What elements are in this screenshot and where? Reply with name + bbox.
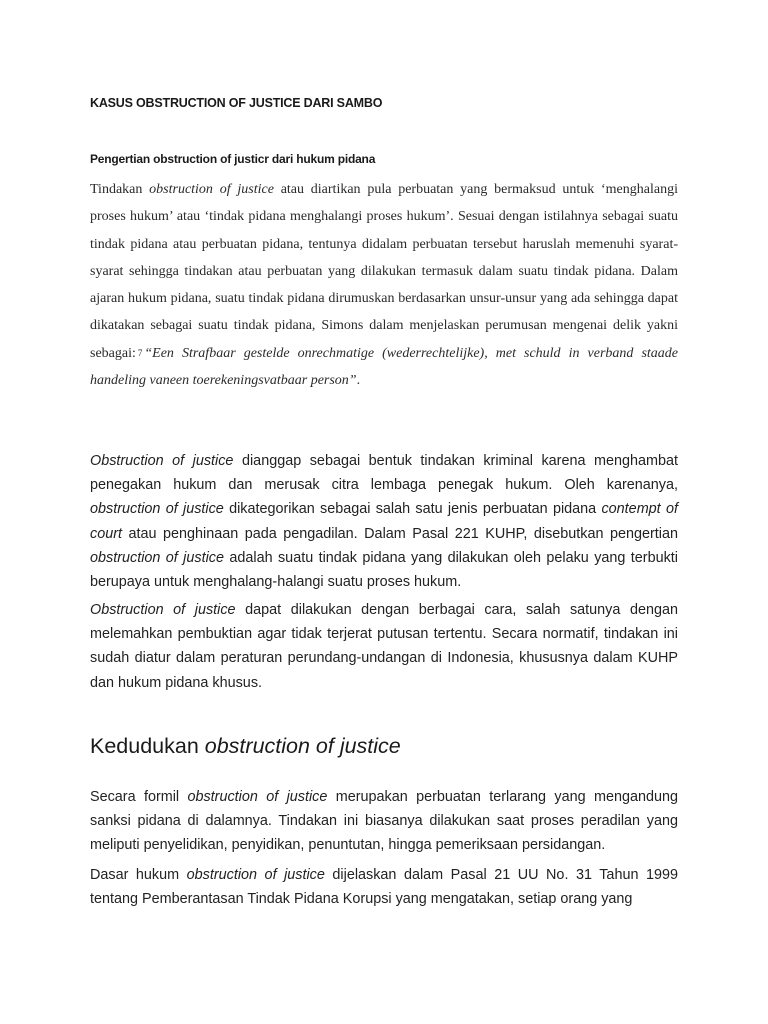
paragraph-formal bbox=[90, 785, 678, 858]
paragraph-text: dikategorikan sebagai salah satu jenis perbuatan pidana bbox=[223, 501, 602, 518]
italic-term: obstruction of justice bbox=[90, 501, 224, 518]
italic-term: contempt of court bbox=[90, 501, 678, 542]
italic-term: Obstruction of justice bbox=[90, 453, 234, 469]
italic-term: obstruction of justice bbox=[149, 182, 274, 197]
heading-italic: obstruction of justice bbox=[204, 734, 401, 758]
italic-term: obstruction of justice bbox=[187, 789, 328, 805]
document-title: KASUS OBSTRUCTION OF JUSTICE DARI SAMBO bbox=[90, 96, 383, 110]
paragraph-text: dianggap sebagai bentuk tindakan kriminal karena menghambat penegakan hukum dan merusak citra lembaga penegak hukum. Oleh karenanya, bbox=[90, 453, 678, 494]
section-subtitle: Pengertian obstruction of justicr dari hukum pidana bbox=[90, 152, 376, 166]
paragraph-text: . bbox=[356, 373, 361, 389]
paragraph-text: Tindakan bbox=[90, 182, 150, 197]
italic-term: obstruction of justice bbox=[186, 867, 325, 883]
paragraph-definition bbox=[90, 176, 678, 394]
footnote-marker: 7 bbox=[137, 347, 143, 358]
paragraph-text: dijelaskan dalam Pasal 21 UU No. 31 Tahun 1999 tentang Pemberantasan Tindak Pidana Korupsi yang mengatakan, setiap orang yang bbox=[90, 867, 678, 908]
paragraph-text: merupakan perbuatan terlarang yang mengandung sanksi pidana di dalamnya. Tindakan ini biasanya dilakukan saat proses peradilan yang meliputi penyelidikan, penyidikan, penuntutan, hingga pemeriksaan persidangan. bbox=[90, 789, 678, 854]
heading-text: Kedudukan bbox=[90, 734, 205, 758]
italic-term: Obstruction of justice bbox=[90, 602, 236, 618]
paragraph-methods bbox=[90, 598, 678, 695]
italic-term: obstruction of justice bbox=[90, 549, 224, 566]
paragraph-criminal-act bbox=[90, 449, 678, 594]
paragraph-text: dapat dilakukan dengan berbagai cara, salah satunya dengan melemahkan pembuktian agar tidak terjerat putusan tertentu. Secara normatif, tindakan ini sudah diatur dalam peraturan perundang-undangan di Indonesia, khususnya dalam KUHP dan hukum pidana khusus. bbox=[90, 602, 678, 691]
paragraph-text: Secara formil bbox=[90, 789, 188, 805]
paragraph-text: atau penghinaan pada pengadilan. Dalam Pasal 221 KUHP, disebutkan pengertian bbox=[122, 525, 678, 542]
paragraph-text: adalah suatu tindak pidana yang dilakukan oleh pelaku yang terbukti berupaya untuk menghalang-halangi suatu proses hukum. bbox=[90, 549, 678, 591]
paragraph-text: Dasar hukum bbox=[90, 867, 187, 883]
paragraph-text: atau diartikan pula perbuatan yang bermaksud untuk ‘menghalangi proses hukum’ atau ‘tindak pidana menghalangi proses hukum’. Sesuai dengan istilahnya sebagai suatu tindak pidana atau perbuatan pidana, tentunya didalam perbuatan tersebut haruslah memenuhi syarat-syarat sehingga tindakan atau perbuatan yang dilakukan termasuk dalam suatu tindak pidana. Dalam ajaran hukum pidana, suatu tindak pidana dirumuskan berdasarkan unsur-unsur yang ada sehingga dapat dikatakan sebagai suatu tindak pidana, Simons dalam menjelaskan perumusan mengenai delik yakni sebagai: bbox=[90, 182, 678, 361]
paragraph-legal-basis bbox=[90, 863, 678, 911]
section-heading bbox=[90, 734, 401, 759]
italic-quote: “Een Strafbaar gestelde onrechmatige (wederrechtelijke), met schuld in verband staade handeling vaneen toerekeningsvatbaar person” bbox=[90, 345, 678, 389]
